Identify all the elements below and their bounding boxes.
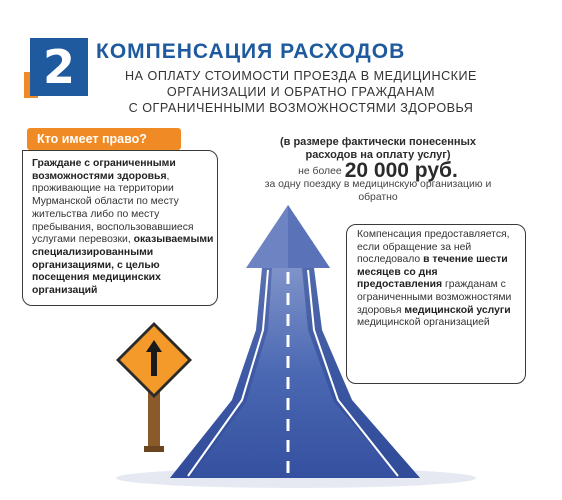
page-title: КОМПЕНСАЦИЯ РАСХОДОВ [96, 40, 406, 63]
amount-note: расходов на оплату услуг) [305, 149, 451, 161]
amount-suffix: обратно [358, 192, 398, 203]
subtitle-line: ОРГАНИЗАЦИИ И ОБРАТНО ГРАЖДАНАМ [166, 85, 436, 99]
who-eligible-text [32, 158, 214, 298]
conditions-text [357, 229, 517, 330]
up-arrow-road-sign-icon [116, 322, 192, 452]
amount-suffix: за одну поездку в медицинскую организацию и [264, 179, 492, 190]
who-text-bold: Граждане с ограниченными возможностями здоровья [32, 158, 176, 182]
conditions-text-regular: медицинской организацией [357, 317, 490, 329]
amount-line [228, 159, 528, 182]
who-text-regular: , проживающие на территории Мурманской области по месту жительства либо по месту пребывания, воспользовавшиеся услугами перевозки, [32, 170, 194, 246]
amount-note: (в размере фактически понесенных [279, 136, 476, 148]
conditions-text-bold: медицинской услуги [404, 304, 511, 316]
amount-value: 20 000 руб. [344, 159, 458, 182]
who-eligible-tab: Кто имеет право? [27, 128, 181, 150]
page-subtitle [86, 68, 516, 116]
conditions-text-bold: в течение шести месяцев со дня предоставления [357, 254, 508, 291]
conditions-text-regular: гражданам с ограниченными возможностями здоровья [357, 279, 512, 316]
subtitle-line: С ОГРАНИЧЕННЫМИ ВОЗМОЖНОСТЯМИ ЗДОРОВЬЯ [128, 101, 474, 115]
subtitle-line: НА ОПЛАТУ СТОИМОСТИ ПРОЕЗДА В МЕДИЦИНСКИЕ [125, 69, 477, 83]
amount-prefix: не более [298, 166, 342, 177]
section-number-badge: 2 [30, 38, 88, 96]
amount-block [228, 136, 528, 204]
conditions-text-regular: Компенсация предоставляется, если обращение за ней последовало [357, 229, 510, 266]
who-text-bold: оказываемыми специализированными организациями, с целью посещения медицинских организаций [32, 234, 214, 297]
